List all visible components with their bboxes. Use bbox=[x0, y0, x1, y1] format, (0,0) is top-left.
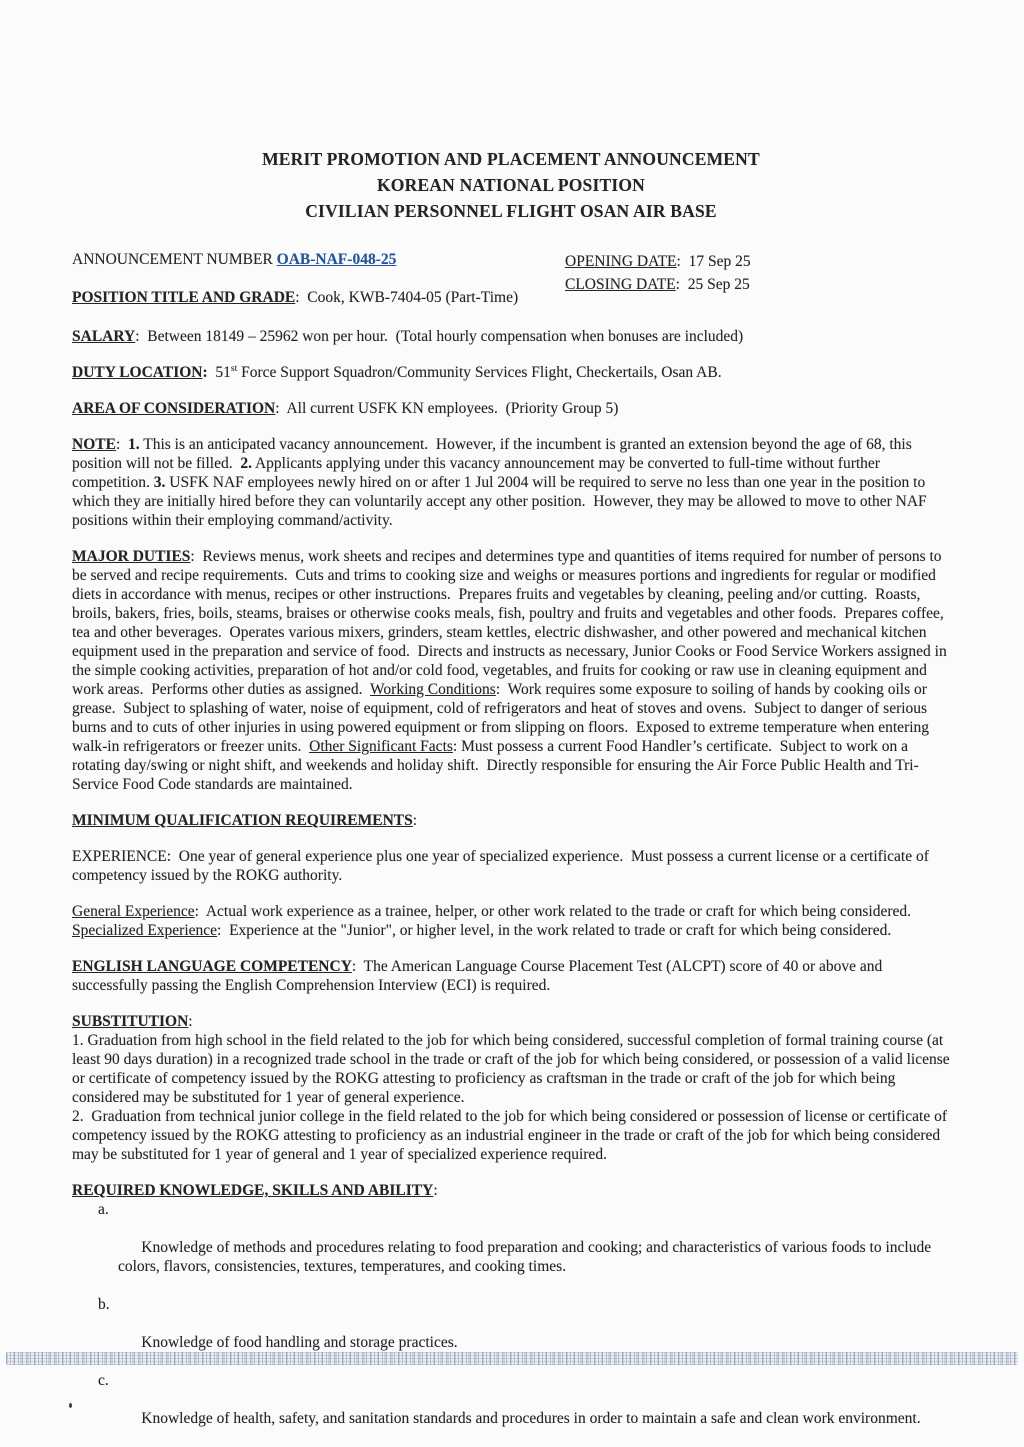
text-run: NOTE bbox=[72, 436, 116, 453]
text-run: DUTY LOCATION bbox=[72, 364, 203, 381]
text-run: : Work requires some exposure to soiling of hands by cooking oils or grease. Subject to splashing of water, noise of equipment, cold of refrigerators and heat of stoves and ovens. Subject to danger of serious burns and to cuts of other injuries in using powered equipment or from slipping on floors. Exposed to extreme temperature when entering walk-in refrigerators or freezer units. bbox=[72, 681, 933, 755]
ksa-list bbox=[72, 1200, 950, 1447]
text-run: Applicants applying under this vacancy announcement may be converted to full-time without further competition. bbox=[72, 455, 884, 491]
text-run: : bbox=[188, 1013, 193, 1030]
ksa-item-a-marker: a. bbox=[98, 1201, 109, 1218]
note-paragraph bbox=[72, 435, 950, 530]
text-run: MAJOR DUTIES bbox=[72, 548, 191, 565]
ksa-item-b-marker: b. bbox=[98, 1296, 110, 1313]
salary-line bbox=[72, 327, 950, 346]
ksa-item-c-text: Knowledge of health, safety, and sanitation standards and procedures in order to maintain a safe and clean work environment. bbox=[141, 1410, 921, 1427]
text-run: OPENING DATE bbox=[565, 253, 677, 270]
text-run: CLOSING DATE bbox=[565, 276, 676, 293]
dates-column bbox=[565, 250, 751, 296]
text-run: : Reviews menus, work sheets and recipes and determines type and quantities of items required for number of persons to be served and recipe requirements. Cuts and trims to cooking size and weighs or measures portions and ingredients for regular or modified diets in accordance with menus, recipes or other instructions. Prepares fruits and vegetables by cleaning, peeling and/or cutting. Roasts, broils, bakers, fries, boils, steams, braises or otherwise cooks meals, fish, poultry and fruits and vegetables and other foods. Prepares coffee, tea and other beverages. Operates various mixers, grinders, steam kettles, electric dishwasher, and other powered and mechanical kitchen equipment used in the preparation and service of food. Directs and instructs as necessary, Junior Cooks or Food Service Workers assigned in the simple cooking activities, preparation of hot and/or cold food, vegetables, and fruits for cooking or raw use in cleaning equipment and work areas. Performs other duties as assigned. bbox=[72, 548, 951, 698]
text-run: 3. bbox=[153, 474, 166, 491]
text-run: : 25 Sep 25 bbox=[675, 276, 750, 293]
text-run: 1. bbox=[128, 436, 140, 453]
text-run: USFK NAF employees newly hired on or after 1 Jul 2004 will be required to serve no less than one year in the position to which they are initially hired before they can voluntarily accept any other position. However, they may be allowed to move to other NAF positions within their employing command/activity. bbox=[72, 474, 931, 529]
text-run: ANNOUNCEMENT NUMBER bbox=[72, 251, 277, 268]
text-run: Working Conditions bbox=[370, 681, 496, 698]
title-line-1: MERIT PROMOTION AND PLACEMENT ANNOUNCEMENT bbox=[262, 149, 760, 169]
text-run: st bbox=[230, 363, 238, 374]
text-run: : bbox=[433, 1182, 438, 1199]
text-run: 51 bbox=[207, 364, 231, 381]
specialized-experience-paragraph bbox=[72, 921, 950, 940]
substitution-header bbox=[72, 1012, 950, 1031]
text-run: : Experience at the "Junior", or higher level, in the work related to trade or craft for which being considered. bbox=[217, 922, 892, 939]
text-run: Specialized Experience bbox=[72, 922, 218, 939]
text-run: This is an anticipated vacancy announcement. However, if the incumbent is granted an extension beyond the age of 68, this position will not be filled. bbox=[72, 436, 916, 472]
ksa-item-c bbox=[72, 1371, 950, 1447]
text-run: : The American Language Course Placement Test (ALCPT) score of 40 or above and successfully passing the English Comprehension Interview (ECI) is required. bbox=[72, 958, 887, 994]
text-run: : bbox=[202, 364, 208, 381]
text-run: AREA OF CONSIDERATION bbox=[72, 400, 276, 417]
text-run: REQUIRED KNOWLEDGE, SKILLS AND ABILITY bbox=[72, 1182, 434, 1199]
text-run: : 17 Sep 25 bbox=[676, 253, 751, 270]
text-run: : Must possess a current Food Handler’s certificate. Subject to work on a rotating day/swing or night shift, and weekends and holiday shift. Directly responsible for ensuring the Air Force Public Health and Tri-Service Food Code standards are maintained. bbox=[72, 738, 919, 793]
text-run: SUBSTITUTION bbox=[72, 1013, 189, 1030]
general-experience-paragraph bbox=[72, 902, 950, 921]
document-title-block bbox=[72, 146, 950, 224]
text-run: : Between 18149 – 25962 won per hour. (Total hourly compensation when bonuses are included) bbox=[135, 328, 744, 345]
area-of-consideration-line bbox=[72, 399, 950, 418]
announcement-number-line bbox=[72, 250, 396, 270]
text-run: : Actual work experience as a trainee, helper, or other work related to the trade or craft for which being considered. bbox=[194, 903, 912, 920]
text-run: General Experience bbox=[72, 903, 195, 920]
title-line-2: KOREAN NATIONAL POSITION bbox=[377, 175, 645, 195]
header-fields bbox=[72, 250, 950, 310]
ksa-item-c-marker: c. bbox=[98, 1372, 109, 1389]
scan-dot-artifact bbox=[69, 1403, 72, 1408]
duty-location-line bbox=[72, 363, 950, 382]
ksa-item-b-text: Knowledge of food handling and storage practices. bbox=[141, 1334, 458, 1351]
scan-artifact-band bbox=[6, 1352, 1018, 1365]
experience-paragraph: EXPERIENCE: One year of general experience plus one year of specialized experience. Must possess a current license or a certificate of competency issued by the ROKG authority. bbox=[72, 848, 933, 884]
opening-date-line bbox=[565, 250, 751, 273]
text-run: ENGLISH LANGUAGE COMPETENCY bbox=[72, 958, 352, 975]
text-run: 2. bbox=[240, 455, 252, 472]
job-announcement-page bbox=[72, 146, 954, 1447]
text-run: : All current USFK KN employees. (Priority Group 5) bbox=[275, 400, 619, 417]
major-duties-paragraph bbox=[72, 547, 950, 794]
text-run: MINIMUM QUALIFICATION REQUIREMENTS bbox=[72, 812, 413, 829]
text-run: Other Significant Facts bbox=[309, 738, 453, 755]
minimum-qualification-header bbox=[72, 811, 950, 830]
announcement-number-link[interactable]: OAB-NAF-048-25 bbox=[276, 251, 397, 268]
text-run: POSITION TITLE AND GRADE bbox=[72, 289, 296, 306]
closing-date-line bbox=[565, 273, 751, 296]
english-competency-paragraph bbox=[72, 957, 950, 995]
substitution-item-2: 2. Graduation from technical junior college in the field related to the job for which being considered or possession of license or certificate of competency issued by the ROKG attesting to proficiency as an industrial engineer in the trade or craft of the job for which being considered may be substituted for 1 year of general and 1 year of specialized experience required. bbox=[72, 1108, 951, 1163]
text-run: Force Support Squadron/Community Services Flight, Checkertails, Osan AB. bbox=[237, 364, 722, 381]
substitution-item-1: 1. Graduation from high school in the field related to the job for which being considered, successful completion of formal training course (at least 90 days duration) in a recognized trade school in the trade or craft of the job for which being considered, or possession of a valid license or certificate of competency issued by the ROKG attesting to proficiency as craftsman in the trade or craft of the job for which being considered may be substituted for 1 year of general experience. bbox=[72, 1032, 954, 1106]
position-title-line bbox=[72, 288, 518, 308]
text-run: : bbox=[412, 812, 418, 829]
ksa-item-a-text: Knowledge of methods and procedures relating to food preparation and cooking; and characteristics of various foods to include colors, flavors, consistencies, textures, temperatures, and cooking times. bbox=[118, 1239, 935, 1275]
text-run: : Cook, KWB-7404-05 (Part-Time) bbox=[295, 289, 519, 306]
text-run: SALARY bbox=[72, 328, 136, 345]
ksa-header bbox=[72, 1181, 950, 1200]
text-run: : bbox=[115, 436, 128, 453]
ksa-item-a bbox=[72, 1200, 950, 1295]
title-line-3: CIVILIAN PERSONNEL FLIGHT OSAN AIR BASE bbox=[305, 201, 717, 221]
